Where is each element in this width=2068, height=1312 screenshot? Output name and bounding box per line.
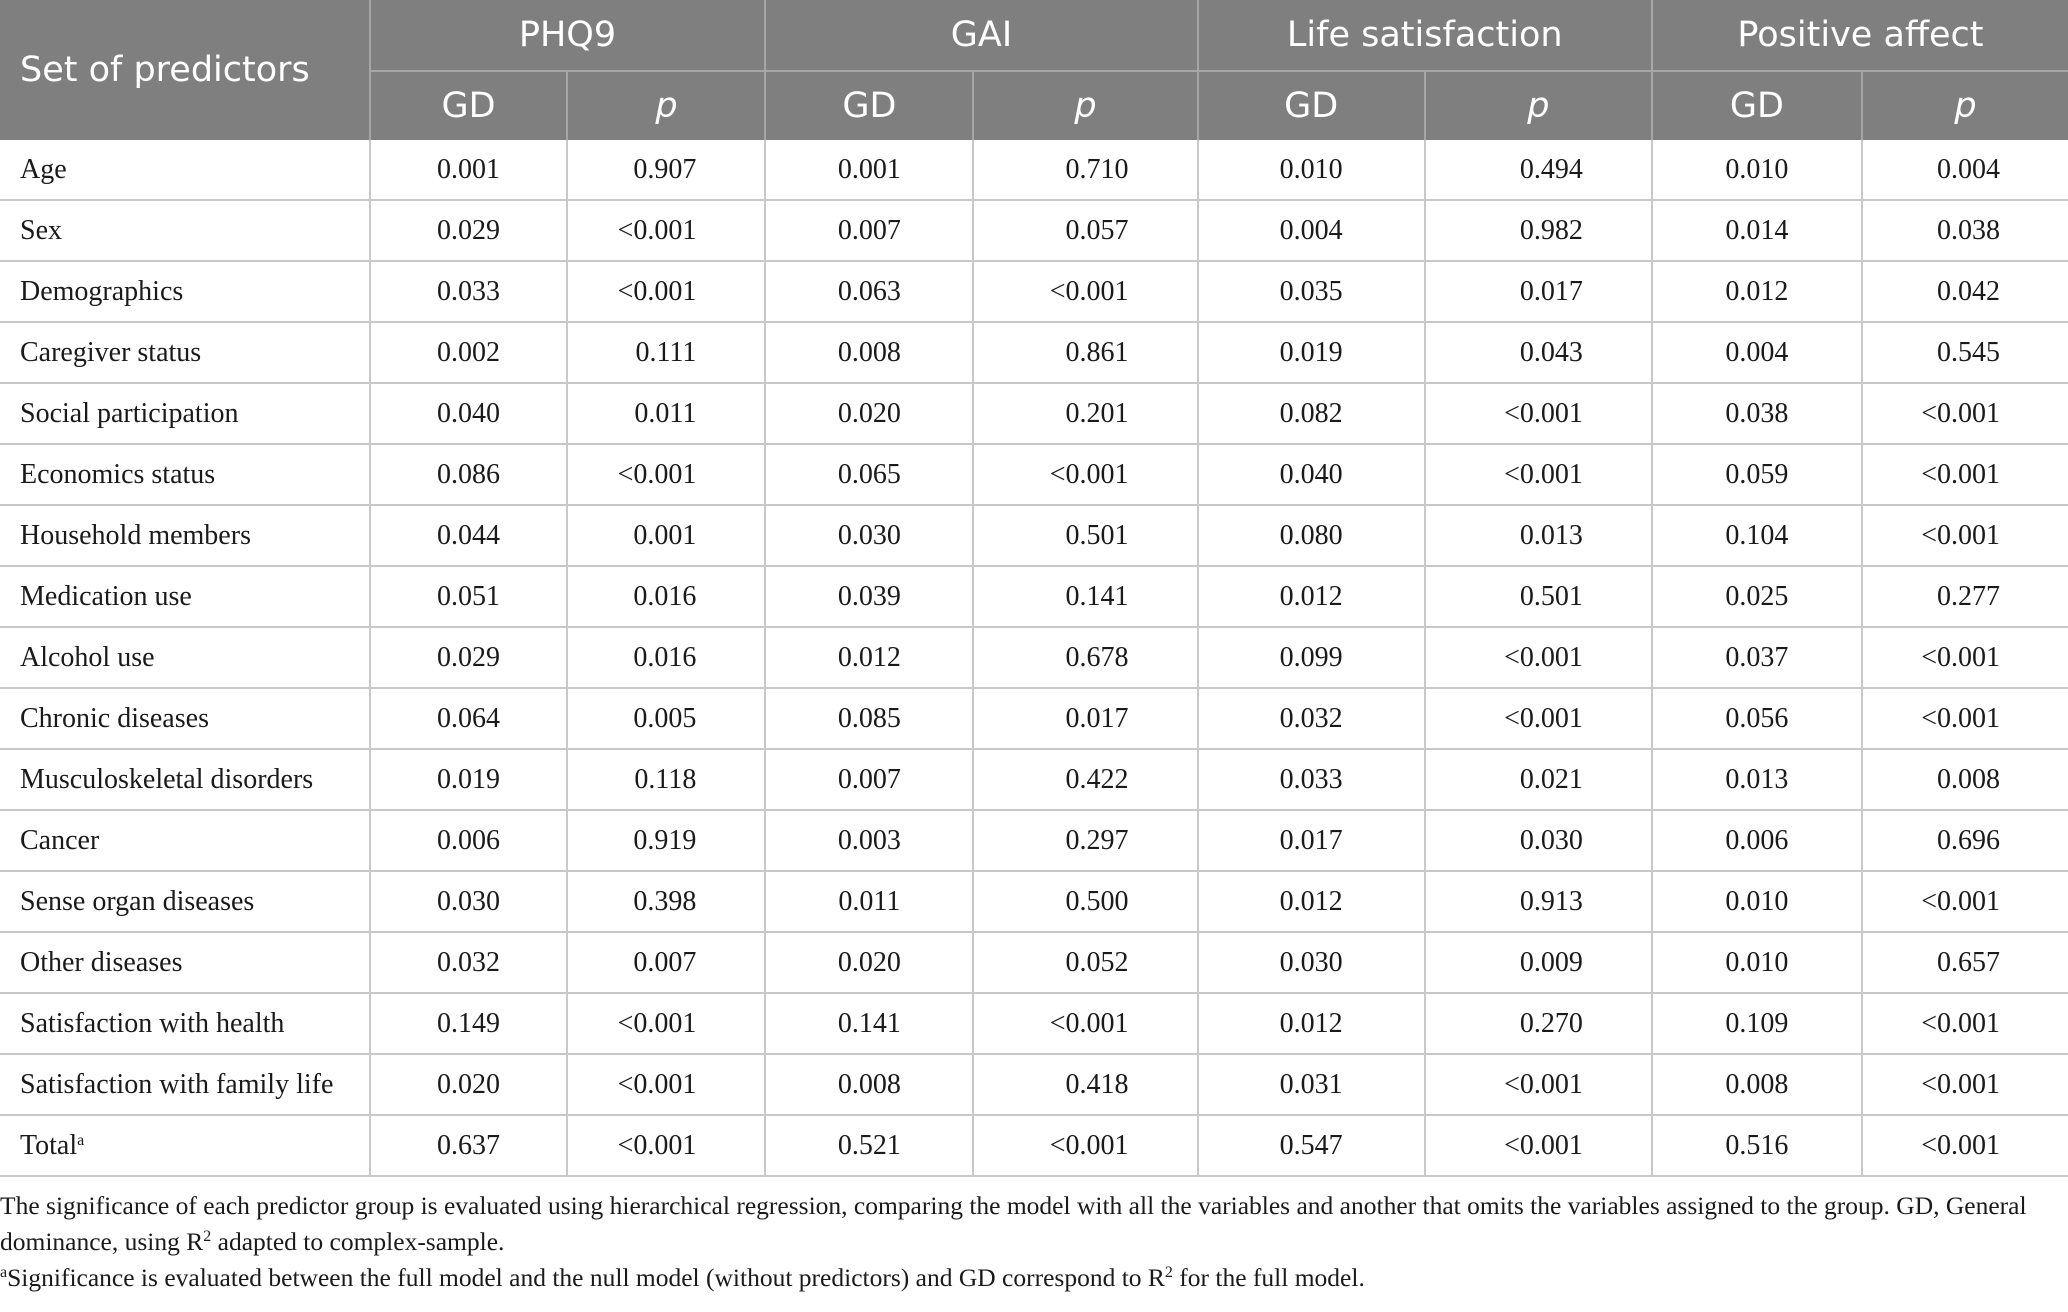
cell-gd-value: 0.521: [765, 1115, 973, 1176]
table-row: [0, 200, 2068, 261]
cell-p-value: 0.005: [567, 688, 765, 749]
table-row: [0, 383, 2068, 444]
footnote-general: [0, 1188, 2060, 1260]
cell-gd-value: 0.637: [370, 1115, 568, 1176]
cell-gd-value: 0.029: [370, 627, 568, 688]
cell-p-value: <0.001: [1862, 1115, 2068, 1176]
table-row: [0, 871, 2068, 932]
cell-p-value: <0.001: [973, 1115, 1197, 1176]
cell-p-value: 0.545: [1862, 322, 2068, 383]
cell-p-value: 0.042: [1862, 261, 2068, 322]
cell-gd-value: 0.008: [765, 322, 973, 383]
cell-gd-value: 0.033: [370, 261, 568, 322]
row-label: [0, 871, 370, 932]
cell-p-value: 0.501: [973, 505, 1197, 566]
row-label-text: Medication use: [20, 580, 192, 612]
header-group-phq9: PHQ9: [370, 0, 766, 71]
cell-p-value: 0.016: [567, 566, 765, 627]
cell-gd-value: 0.010: [1652, 140, 1862, 200]
cell-gd-value: 0.064: [370, 688, 568, 749]
cell-gd-value: 0.516: [1652, 1115, 1862, 1176]
cell-gd-value: 0.085: [765, 688, 973, 749]
cell-p-value: 0.494: [1425, 140, 1652, 200]
cell-gd-value: 0.007: [765, 749, 973, 810]
cell-p-value: 0.021: [1425, 749, 1652, 810]
cell-p-value: 0.141: [973, 566, 1197, 627]
cell-p-value: <0.001: [1425, 383, 1652, 444]
cell-gd-value: 0.011: [765, 871, 973, 932]
row-label: [0, 627, 370, 688]
cell-p-value: <0.001: [1862, 688, 2068, 749]
cell-p-value: 0.982: [1425, 200, 1652, 261]
cell-p-value: 0.500: [973, 871, 1197, 932]
cell-p-value: <0.001: [567, 1054, 765, 1115]
header-p: p: [1425, 71, 1652, 140]
cell-gd-value: 0.035: [1198, 261, 1425, 322]
cell-gd-value: 0.056: [1652, 688, 1862, 749]
cell-p-value: 0.398: [567, 871, 765, 932]
row-label: [0, 505, 370, 566]
cell-p-value: 0.277: [1862, 566, 2068, 627]
cell-gd-value: 0.044: [370, 505, 568, 566]
cell-gd-value: 0.001: [370, 140, 568, 200]
cell-gd-value: 0.012: [1198, 566, 1425, 627]
row-label-text: Alcohol use: [20, 641, 155, 673]
row-label-text: Caregiver status: [20, 336, 202, 368]
header-set-of-predictors: Set of predictors: [0, 0, 370, 140]
cell-p-value: 0.004: [1862, 140, 2068, 200]
cell-gd-value: 0.109: [1652, 993, 1862, 1054]
cell-gd-value: 0.012: [765, 627, 973, 688]
cell-p-value: 0.017: [1425, 261, 1652, 322]
cell-p-value: 0.043: [1425, 322, 1652, 383]
cell-gd-value: 0.017: [1198, 810, 1425, 871]
table-row: [0, 1054, 2068, 1115]
cell-gd-value: 0.013: [1652, 749, 1862, 810]
cell-p-value: <0.001: [567, 200, 765, 261]
row-label-text: Social participation: [20, 397, 239, 429]
header-gd: GD: [1198, 71, 1425, 140]
cell-p-value: 0.038: [1862, 200, 2068, 261]
cell-gd-value: 0.006: [1652, 810, 1862, 871]
cell-gd-value: 0.065: [765, 444, 973, 505]
cell-gd-value: 0.086: [370, 444, 568, 505]
table-row: [0, 505, 2068, 566]
row-label-text: Satisfaction with health: [20, 1007, 285, 1039]
cell-p-value: <0.001: [567, 444, 765, 505]
cell-p-value: 0.009: [1425, 932, 1652, 993]
row-label: [0, 140, 370, 200]
cell-p-value: <0.001: [973, 993, 1197, 1054]
row-label: [0, 261, 370, 322]
row-label: [0, 688, 370, 749]
header-p: p: [973, 71, 1197, 140]
footnote-general-text: The significance of each predictor group is evaluated using hierarchical regression, comparing the model with all the variables and another that omits the variables assigned to the group. GD, General dominance, using R: [0, 1191, 2027, 1256]
cell-gd-value: 0.002: [370, 322, 568, 383]
cell-gd-value: 0.008: [765, 1054, 973, 1115]
footnote-a-text-end: for the full model.: [1172, 1263, 1365, 1292]
row-label-text: Chronic diseases: [20, 702, 209, 734]
cell-p-value: <0.001: [1862, 627, 2068, 688]
table-row: [0, 932, 2068, 993]
cell-gd-value: 0.040: [1198, 444, 1425, 505]
header-group-life-satisfaction: Life satisfaction: [1198, 0, 1652, 71]
table-footnotes: [0, 1188, 2060, 1296]
cell-gd-value: 0.033: [1198, 749, 1425, 810]
cell-p-value: <0.001: [973, 444, 1197, 505]
cell-gd-value: 0.104: [1652, 505, 1862, 566]
row-label-text: Household members: [20, 519, 251, 551]
cell-gd-value: 0.008: [1652, 1054, 1862, 1115]
cell-gd-value: 0.020: [765, 932, 973, 993]
cell-p-value: 0.057: [973, 200, 1197, 261]
cell-gd-value: 0.040: [370, 383, 568, 444]
cell-p-value: 0.118: [567, 749, 765, 810]
cell-gd-value: 0.149: [370, 993, 568, 1054]
row-label: [0, 383, 370, 444]
cell-p-value: 0.013: [1425, 505, 1652, 566]
cell-gd-value: 0.007: [765, 200, 973, 261]
cell-gd-value: 0.082: [1198, 383, 1425, 444]
row-label-text: Cancer: [20, 824, 100, 856]
cell-gd-value: 0.032: [370, 932, 568, 993]
row-label-text: Economics status: [20, 458, 216, 490]
row-label-text: Other diseases: [20, 946, 183, 978]
cell-p-value: <0.001: [1862, 383, 2068, 444]
table-row: [0, 322, 2068, 383]
footnote-superscript: 2: [1164, 1264, 1173, 1281]
row-label: [0, 749, 370, 810]
cell-p-value: <0.001: [1425, 627, 1652, 688]
cell-gd-value: 0.012: [1198, 993, 1425, 1054]
footnote-a-text: Significance is evaluated between the full model and the null model (without predictors) and GD correspond to R: [7, 1263, 1165, 1292]
cell-p-value: 0.052: [973, 932, 1197, 993]
cell-gd-value: 0.020: [370, 1054, 568, 1115]
row-label-text: Sex: [20, 214, 62, 246]
cell-gd-value: 0.004: [1652, 322, 1862, 383]
table-row: [0, 810, 2068, 871]
cell-p-value: 0.001: [567, 505, 765, 566]
cell-gd-value: 0.547: [1198, 1115, 1425, 1176]
table-body: [0, 140, 2068, 1176]
cell-p-value: 0.422: [973, 749, 1197, 810]
table-row: [0, 140, 2068, 200]
cell-gd-value: 0.030: [1198, 932, 1425, 993]
cell-p-value: <0.001: [567, 1115, 765, 1176]
table-row: [0, 444, 2068, 505]
cell-p-value: 0.861: [973, 322, 1197, 383]
row-label-text: Musculoskeletal disorders: [20, 763, 314, 795]
header-row-groups: [0, 0, 2068, 71]
cell-gd-value: 0.019: [370, 749, 568, 810]
cell-p-value: 0.008: [1862, 749, 2068, 810]
footnote-marker-a: a: [0, 1264, 8, 1281]
cell-gd-value: 0.032: [1198, 688, 1425, 749]
cell-gd-value: 0.001: [765, 140, 973, 200]
row-label: [0, 1115, 370, 1176]
row-label: [0, 200, 370, 261]
cell-gd-value: 0.012: [1652, 261, 1862, 322]
table-row: [0, 566, 2068, 627]
cell-gd-value: 0.063: [765, 261, 973, 322]
cell-p-value: 0.907: [567, 140, 765, 200]
cell-p-value: <0.001: [1862, 993, 2068, 1054]
row-label: [0, 566, 370, 627]
cell-gd-value: 0.039: [765, 566, 973, 627]
cell-p-value: 0.418: [973, 1054, 1197, 1115]
cell-gd-value: 0.010: [1652, 932, 1862, 993]
footnote-a: [0, 1260, 2060, 1296]
cell-gd-value: 0.003: [765, 810, 973, 871]
header-group-gai: GAI: [765, 0, 1197, 71]
cell-p-value: 0.297: [973, 810, 1197, 871]
cell-gd-value: 0.012: [1198, 871, 1425, 932]
header-p: p: [567, 71, 765, 140]
cell-gd-value: 0.059: [1652, 444, 1862, 505]
row-label-superscript: a: [77, 1131, 85, 1149]
cell-gd-value: 0.010: [1198, 140, 1425, 200]
table-row: [0, 627, 2068, 688]
header-gd: GD: [370, 71, 568, 140]
cell-gd-value: 0.037: [1652, 627, 1862, 688]
cell-p-value: 0.710: [973, 140, 1197, 200]
table-row: [0, 993, 2068, 1054]
cell-gd-value: 0.038: [1652, 383, 1862, 444]
header-gd: GD: [765, 71, 973, 140]
cell-p-value: 0.011: [567, 383, 765, 444]
cell-gd-value: 0.099: [1198, 627, 1425, 688]
cell-p-value: 0.657: [1862, 932, 2068, 993]
cell-p-value: <0.001: [1425, 1115, 1652, 1176]
cell-p-value: 0.270: [1425, 993, 1652, 1054]
header-p: p: [1862, 71, 2068, 140]
cell-p-value: <0.001: [1425, 444, 1652, 505]
cell-p-value: <0.001: [567, 261, 765, 322]
cell-gd-value: 0.025: [1652, 566, 1862, 627]
cell-gd-value: 0.030: [765, 505, 973, 566]
cell-p-value: <0.001: [1862, 1054, 2068, 1115]
cell-gd-value: 0.020: [765, 383, 973, 444]
cell-p-value: <0.001: [1862, 444, 2068, 505]
cell-gd-value: 0.051: [370, 566, 568, 627]
cell-gd-value: 0.031: [1198, 1054, 1425, 1115]
cell-p-value: <0.001: [1862, 505, 2068, 566]
cell-p-value: 0.913: [1425, 871, 1652, 932]
cell-p-value: 0.016: [567, 627, 765, 688]
row-label: [0, 1054, 370, 1115]
cell-p-value: 0.007: [567, 932, 765, 993]
cell-p-value: <0.001: [567, 993, 765, 1054]
table-row: [0, 1115, 2068, 1176]
cell-gd-value: 0.080: [1198, 505, 1425, 566]
row-label: [0, 322, 370, 383]
row-label-text: Demographics: [20, 275, 184, 307]
footnote-superscript: 2: [203, 1228, 212, 1245]
cell-p-value: 0.696: [1862, 810, 2068, 871]
row-label-text: Total: [20, 1129, 78, 1161]
table-row: [0, 261, 2068, 322]
row-label: [0, 444, 370, 505]
cell-p-value: <0.001: [1425, 688, 1652, 749]
cell-p-value: <0.001: [1425, 1054, 1652, 1115]
cell-gd-value: 0.014: [1652, 200, 1862, 261]
header-gd: GD: [1652, 71, 1862, 140]
cell-p-value: 0.017: [973, 688, 1197, 749]
cell-gd-value: 0.141: [765, 993, 973, 1054]
header-group-positive-affect: Positive affect: [1652, 0, 2068, 71]
cell-gd-value: 0.019: [1198, 322, 1425, 383]
cell-gd-value: 0.030: [370, 871, 568, 932]
row-label-text: Satisfaction with family life: [20, 1068, 334, 1100]
row-label: [0, 993, 370, 1054]
cell-p-value: 0.919: [567, 810, 765, 871]
cell-p-value: <0.001: [1862, 871, 2068, 932]
cell-p-value: 0.678: [973, 627, 1197, 688]
cell-p-value: 0.111: [567, 322, 765, 383]
cell-gd-value: 0.004: [1198, 200, 1425, 261]
footnote-general-text-end: adapted to complex-sample.: [211, 1227, 505, 1256]
cell-gd-value: 0.029: [370, 200, 568, 261]
row-label: [0, 932, 370, 993]
table-row: [0, 749, 2068, 810]
row-label-text: Age: [20, 153, 67, 185]
cell-gd-value: 0.010: [1652, 871, 1862, 932]
cell-p-value: 0.030: [1425, 810, 1652, 871]
cell-p-value: 0.501: [1425, 566, 1652, 627]
cell-gd-value: 0.006: [370, 810, 568, 871]
table-row: [0, 688, 2068, 749]
cell-p-value: 0.201: [973, 383, 1197, 444]
row-label: [0, 810, 370, 871]
cell-p-value: <0.001: [973, 261, 1197, 322]
row-label-text: Sense organ diseases: [20, 885, 255, 917]
